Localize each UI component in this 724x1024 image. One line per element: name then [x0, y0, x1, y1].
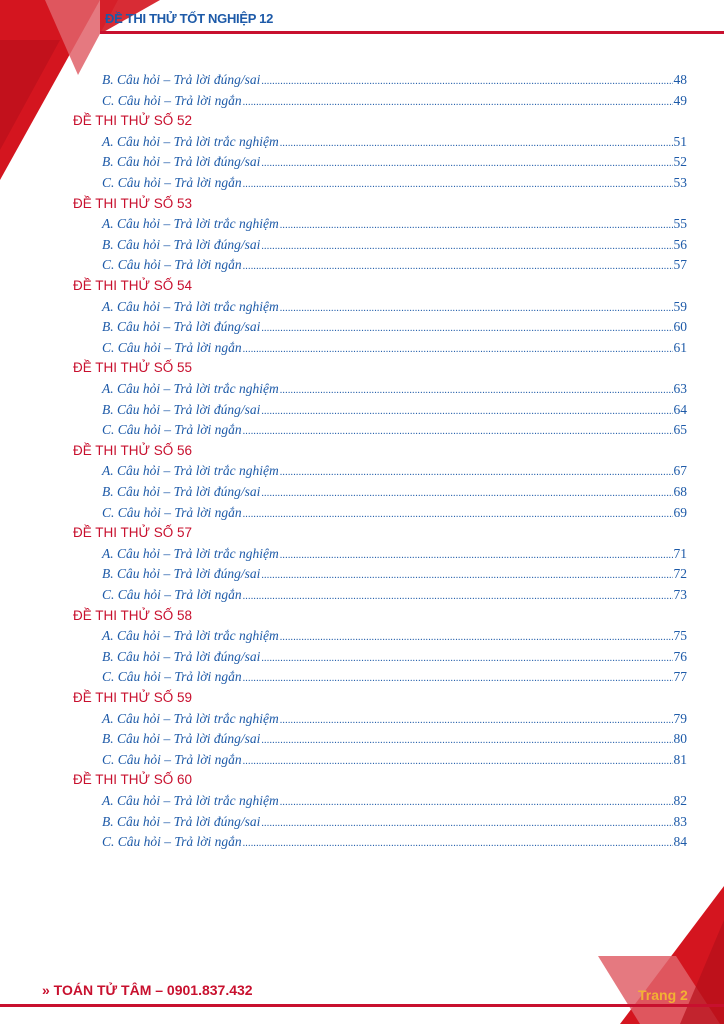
toc-entry-title: B. Câu hỏi – Trả lời đúng/sai — [102, 649, 261, 664]
toc-entry-title: A. Câu hỏi – Trả lời trắc nghiệm — [102, 463, 279, 478]
toc-entry[interactable] — [102, 546, 687, 562]
toc-leader-dots — [261, 241, 672, 252]
toc-entry-title: C. Câu hỏi – Trả lời ngắn — [102, 834, 242, 849]
toc-entry-page-number: 71 — [673, 546, 687, 561]
toc-entry-title: B. Câu hỏi – Trả lời đúng/sai — [102, 402, 261, 417]
toc-section-heading: ĐỀ THI THỬ SỐ 55 — [73, 360, 193, 375]
toc-leader-dots — [261, 818, 672, 829]
toc-leader-dots — [261, 735, 672, 746]
toc-entry-page-number: 60 — [673, 319, 687, 334]
toc-leader-dots — [243, 426, 673, 437]
toc-entry-title: C. Câu hỏi – Trả lời ngắn — [102, 587, 242, 602]
toc-entry-page-number: 68 — [673, 484, 687, 499]
toc-leader-dots — [280, 220, 673, 231]
toc-entry-title: B. Câu hỏi – Trả lời đúng/sai — [102, 319, 261, 334]
toc-entry-title: C. Câu hỏi – Trả lời ngắn — [102, 505, 242, 520]
toc-entry-title: C. Câu hỏi – Trả lời ngắn — [102, 175, 242, 190]
toc-entry-page-number: 81 — [673, 752, 687, 767]
toc-entry-title: C. Câu hỏi – Trả lời ngắn — [102, 93, 242, 108]
toc-entry-page-number: 72 — [673, 566, 687, 581]
toc-leader-dots — [243, 344, 673, 355]
toc-entry-page-number: 65 — [673, 422, 687, 437]
toc-section-heading: ĐỀ THI THỬ SỐ 53 — [73, 196, 193, 211]
toc-entry-page-number: 82 — [673, 793, 687, 808]
toc-entry-title: A. Câu hỏi – Trả lời trắc nghiệm — [102, 793, 279, 808]
toc-leader-dots — [261, 488, 672, 499]
toc-leader-dots — [261, 158, 672, 169]
toc-entry[interactable] — [102, 422, 687, 438]
toc-entry[interactable] — [102, 216, 687, 232]
toc-section-heading: ĐỀ THI THỬ SỐ 56 — [73, 443, 193, 458]
toc-entry[interactable] — [102, 381, 687, 397]
toc-section-heading: ĐỀ THI THỬ SỐ 57 — [73, 525, 193, 540]
toc-entry-title: A. Câu hỏi – Trả lời trắc nghiệm — [102, 381, 279, 396]
toc-entry[interactable] — [102, 566, 687, 582]
toc-entry[interactable] — [102, 340, 687, 356]
toc-entry-page-number: 57 — [673, 257, 687, 272]
header-title: ĐỀ THI THỬ TỐT NGHIỆP 12 — [105, 11, 274, 26]
toc-entry-title: B. Câu hỏi – Trả lời đúng/sai — [102, 814, 261, 829]
toc-entry[interactable] — [102, 669, 687, 685]
toc-leader-dots — [261, 653, 672, 664]
toc-section-heading: ĐỀ THI THỬ SỐ 59 — [73, 690, 193, 705]
toc-entry-title: A. Câu hỏi – Trả lời trắc nghiệm — [102, 134, 279, 149]
toc-entry[interactable] — [102, 752, 687, 768]
toc-leader-dots — [243, 673, 673, 684]
toc-entry-title: C. Câu hỏi – Trả lời ngắn — [102, 257, 242, 272]
toc-entry-title: B. Câu hỏi – Trả lời đúng/sai — [102, 72, 261, 87]
toc-leader-dots — [243, 591, 673, 602]
toc-entry-page-number: 48 — [673, 72, 687, 87]
toc-entry[interactable] — [102, 731, 687, 747]
toc-entry-page-number: 56 — [673, 237, 687, 252]
toc-entry-page-number: 84 — [673, 834, 687, 849]
footer-author: » TOÁN TỬ TÂM – 0901.837.432 — [42, 982, 253, 998]
toc-leader-dots — [280, 632, 673, 643]
toc-leader-dots — [280, 715, 673, 726]
toc-entry-title: A. Câu hỏi – Trả lời trắc nghiệm — [102, 216, 279, 231]
toc-entry-page-number: 64 — [673, 402, 687, 417]
toc-entry-page-number: 83 — [673, 814, 687, 829]
toc-leader-dots — [243, 509, 673, 520]
toc-leader-dots — [280, 550, 673, 561]
toc-entry-title: A. Câu hỏi – Trả lời trắc nghiệm — [102, 628, 279, 643]
toc-entry-page-number: 76 — [673, 649, 687, 664]
toc-entry[interactable] — [102, 93, 687, 109]
toc-section-heading: ĐỀ THI THỬ SỐ 60 — [73, 772, 193, 787]
toc-section-heading: ĐỀ THI THỬ SỐ 54 — [73, 278, 193, 293]
toc-entry-page-number: 55 — [673, 216, 687, 231]
toc-entry[interactable] — [102, 154, 687, 170]
toc-leader-dots — [243, 261, 673, 272]
toc-entry-page-number: 75 — [673, 628, 687, 643]
toc-entry-page-number: 63 — [673, 381, 687, 396]
toc-entry[interactable] — [102, 587, 687, 603]
toc-leader-dots — [243, 179, 673, 190]
toc-entry[interactable] — [102, 793, 687, 809]
toc-section-heading: ĐỀ THI THỬ SỐ 52 — [73, 113, 193, 128]
toc-entry-title: B. Câu hỏi – Trả lời đúng/sai — [102, 731, 261, 746]
toc-entry[interactable] — [102, 237, 687, 253]
toc-entry-page-number: 79 — [673, 711, 687, 726]
toc-entry[interactable] — [102, 72, 687, 88]
toc-leader-dots — [280, 467, 673, 478]
toc-leader-dots — [243, 838, 673, 849]
toc-leader-dots — [280, 303, 673, 314]
toc-leader-dots — [243, 756, 673, 767]
toc-entry-title: B. Câu hỏi – Trả lời đúng/sai — [102, 566, 261, 581]
header-divider — [100, 31, 724, 34]
toc-leader-dots — [280, 385, 673, 396]
footer-page-label: Trang 2 — [638, 987, 688, 1003]
toc-section-heading: ĐỀ THI THỬ SỐ 58 — [73, 608, 193, 623]
toc-leader-dots — [243, 97, 673, 108]
toc-entry-page-number: 77 — [673, 669, 687, 684]
toc-entry-page-number: 80 — [673, 731, 687, 746]
toc-entry[interactable] — [102, 463, 687, 479]
toc-entry-title: A. Câu hỏi – Trả lời trắc nghiệm — [102, 299, 279, 314]
toc-entry-title: C. Câu hỏi – Trả lời ngắn — [102, 422, 242, 437]
toc-entry-page-number: 69 — [673, 505, 687, 520]
toc-entry-title: C. Câu hỏi – Trả lời ngắn — [102, 669, 242, 684]
toc-entry[interactable] — [102, 649, 687, 665]
toc-entry-title: C. Câu hỏi – Trả lời ngắn — [102, 340, 242, 355]
toc-entry[interactable] — [102, 299, 687, 315]
toc-entry[interactable] — [102, 319, 687, 335]
toc-entry[interactable] — [102, 814, 687, 830]
toc-entry[interactable] — [102, 175, 687, 191]
footer-divider — [0, 1004, 724, 1007]
toc-entry-title: A. Câu hỏi – Trả lời trắc nghiệm — [102, 546, 279, 561]
toc-entry[interactable] — [102, 402, 687, 418]
toc-entry-page-number: 51 — [673, 134, 687, 149]
toc-entry-page-number: 61 — [673, 340, 687, 355]
toc-entry[interactable] — [102, 834, 687, 850]
toc-entry-title: A. Câu hỏi – Trả lời trắc nghiệm — [102, 711, 279, 726]
toc-entry-title: B. Câu hỏi – Trả lời đúng/sai — [102, 154, 261, 169]
toc-leader-dots — [261, 570, 672, 581]
toc-entry[interactable] — [102, 257, 687, 273]
toc-entry-title: B. Câu hỏi – Trả lời đúng/sai — [102, 237, 261, 252]
toc-leader-dots — [280, 138, 673, 149]
toc-entry-title: B. Câu hỏi – Trả lời đúng/sai — [102, 484, 261, 499]
toc-entry-page-number: 52 — [673, 154, 687, 169]
toc-entry[interactable] — [102, 505, 687, 521]
toc-leader-dots — [261, 406, 672, 417]
toc-entry-title: C. Câu hỏi – Trả lời ngắn — [102, 752, 242, 767]
toc-entry[interactable] — [102, 628, 687, 644]
toc-entry[interactable] — [102, 711, 687, 727]
toc-entry-page-number: 59 — [673, 299, 687, 314]
toc-leader-dots — [280, 797, 673, 808]
toc-leader-dots — [261, 76, 672, 87]
toc-leader-dots — [261, 323, 672, 334]
toc-entry-page-number: 53 — [673, 175, 687, 190]
toc-entry[interactable] — [102, 484, 687, 500]
toc-entry-page-number: 49 — [673, 93, 687, 108]
toc-entry-page-number: 67 — [673, 463, 687, 478]
toc-entry-page-number: 73 — [673, 587, 687, 602]
toc-entry[interactable] — [102, 134, 687, 150]
